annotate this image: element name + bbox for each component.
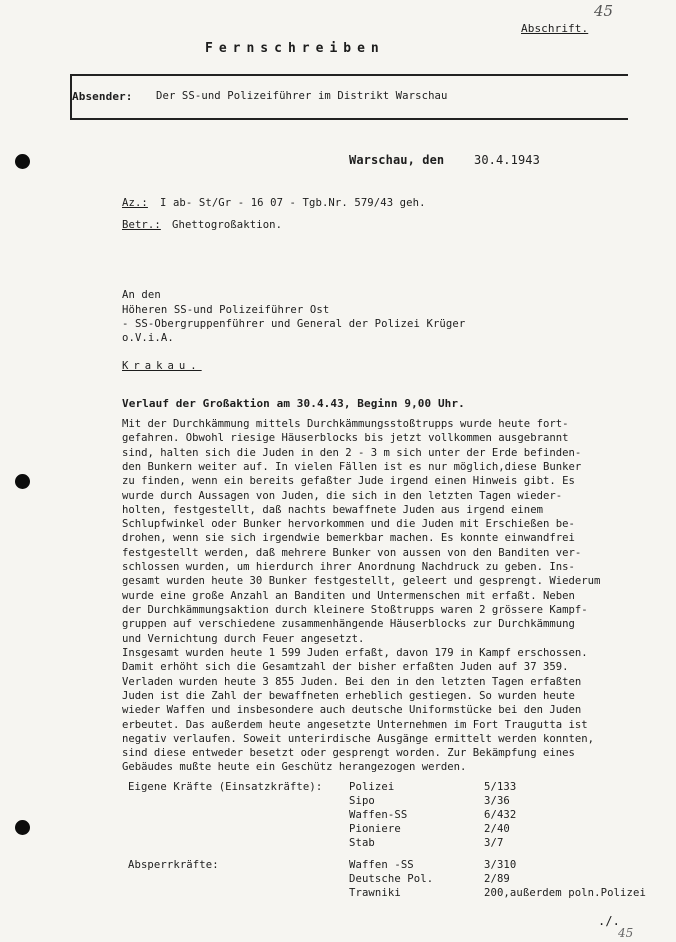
own-force-strength: 3/36 — [484, 795, 510, 807]
text-line: Mit der Durchkämmung mittels Durchkämmungsstoßtrupps wurde heute fort- — [122, 418, 569, 430]
own-force-strength: 6/432 — [484, 809, 517, 821]
text-line: zu finden, wenn ein bereits gefaßter Jude irgend einen Hinweis gibt. Es — [122, 475, 575, 488]
cordon-force-unit: Waffen -SS — [349, 859, 414, 871]
handwritten-page-number: 45 — [594, 2, 614, 20]
text-line: und Vernichtung durch Feuer angesetzt. — [122, 632, 365, 645]
header-rule-bottom — [70, 118, 628, 120]
text-line: gefahren. Obwohl riesige Häuserblocks bis jetzt vollkommen ausgebrannt — [122, 432, 569, 445]
copy-mark: Abschrift. — [521, 22, 589, 35]
own-force-unit: Waffen-SS — [349, 809, 408, 821]
cordon-force-strength: 200,außerdem poln.Polizei — [484, 887, 646, 899]
text-line: holten, festgestellt, daß nachts bewaffnete Juden aus irgend einem — [122, 503, 543, 516]
text-line: Schlupfwinkel oder Bunker hervorkommen und die Juden mit Erschießen be- — [122, 518, 575, 531]
text-line: Verladen wurden heute 3 855 Juden. Bei den in den letzten Tagen erfaßten — [122, 675, 582, 688]
text-line: Juden ist die Zahl der bewaffneten erheblich gestiegen. So wurden heute — [122, 689, 575, 702]
az-value: I ab- St/Gr - 16 07 - Tgb.Nr. 579/43 geh. — [160, 197, 426, 209]
punch-hole-top — [15, 154, 30, 169]
document-title: Fernschreiben — [205, 41, 385, 56]
own-force-strength: 2/40 — [484, 823, 510, 835]
recipient-line: o.V.i.A. — [122, 332, 174, 344]
recipient-line: Höheren SS-und Polizeiführer Ost — [122, 304, 330, 316]
cordon-force-unit: Deutsche Pol. — [349, 873, 434, 885]
continuation-mark: ./. — [598, 914, 620, 928]
text-line: wieder Waffen und insbesondere auch deutsche Uniformstücke bei den Juden — [122, 704, 582, 717]
recipient-city: Krakau. — [122, 360, 202, 372]
text-line: sind diese entweder besetzt oder gesprengt worden. Zur Bekämpfung eines — [122, 747, 575, 760]
report-subject: Verlauf der Großaktion am 30.4.43, Beginn 9,00 Uhr. — [122, 397, 465, 410]
text-line: sind, halten sich die Juden in den 2 - 3 m sich unter der Erde befinden- — [122, 446, 582, 459]
cordon-force-strength: 3/310 — [484, 859, 517, 871]
recipient-line: An den — [122, 289, 161, 301]
text-line: Gebäudes mußte heute ein Geschütz herangezogen werden. — [122, 761, 467, 774]
cordon-force-unit: Trawniki — [349, 887, 401, 899]
text-line: gruppen auf verschiedene zusammenhängende Häuserblocks zur Durchkämmung — [122, 618, 575, 631]
own-force-strength: 5/133 — [484, 781, 517, 793]
page-mark-bottom: 45 — [618, 926, 634, 940]
text-line: festgestellt werden, daß mehrere Bunker von aussen von den Banditen ver- — [122, 546, 582, 559]
text-line: wurde eine große Anzahl an Banditen und Untermenschen mit erfaßt. Neben — [122, 589, 575, 602]
text-line: den Bunkern weiter auf. In vielen Fällen ist es nur möglich,diese Bunker — [122, 460, 582, 473]
punch-hole-bottom — [15, 820, 30, 835]
cordon-forces-label: Absperrkräfte: — [128, 859, 219, 871]
document-date: 30.4.1943 — [474, 153, 540, 167]
text-line: der Durchkämmungsaktion durch kleinere Stoßtrupps waren 2 grössere Kampf- — [122, 603, 588, 616]
own-force-unit: Sipo — [349, 795, 375, 807]
header-rule-top — [70, 74, 628, 76]
text-line: gesamt wurden heute 30 Bunker festgestellt, geleert und gesprengt. Wiederum — [122, 575, 601, 588]
recipient-line: - SS-Obergruppenführer und General der Polizei Krüger — [122, 318, 466, 330]
cordon-force-strength: 2/89 — [484, 873, 510, 885]
subject-value: Ghettogroßaktion. — [172, 219, 283, 231]
subject-label: Betr.: — [122, 219, 161, 231]
text-line: negativ verlaufen. Soweit unterirdische Ausgänge ermittelt werden konnten, — [122, 732, 594, 745]
text-line: wurde durch Aussagen von Juden, die sich in den letzten Tagen wieder- — [122, 489, 563, 502]
text-line: schlossen wurden, um hierdurch ihrer Anordnung Nachdruck zu geben. Ins- — [122, 561, 575, 573]
text-line: erbeutet. Das außerdem heute angesetzte Unternehmen im Fort Traugutta ist — [122, 718, 588, 731]
place-label: Warschau, den — [349, 153, 445, 167]
own-forces-label: Eigene Kräfte (Einsatzkräfte): — [128, 781, 323, 793]
text-line: Insgesamt wurden heute 1 599 Juden erfaßt, davon 179 in Kampf erschossen. — [122, 647, 588, 659]
az-label: Az.: — [122, 197, 148, 209]
own-force-unit: Pioniere — [349, 823, 401, 835]
text-line: drohen, wenn sie sich irgendwie bemerkbar machen. Es konnte einwandfrei — [122, 532, 575, 545]
own-force-unit: Stab — [349, 837, 375, 849]
text-line: Damit erhöht sich die Gesamtzahl der bisher erfaßten Juden auf 37 359. — [122, 661, 569, 674]
sender-name: Der SS-und Polizeiführer im Distrikt Warschau — [156, 90, 448, 102]
punch-hole-middle — [15, 474, 30, 489]
sender-label: Absender: — [72, 90, 133, 103]
own-force-unit: Polizei — [349, 781, 395, 793]
own-force-strength: 3/7 — [484, 837, 504, 849]
